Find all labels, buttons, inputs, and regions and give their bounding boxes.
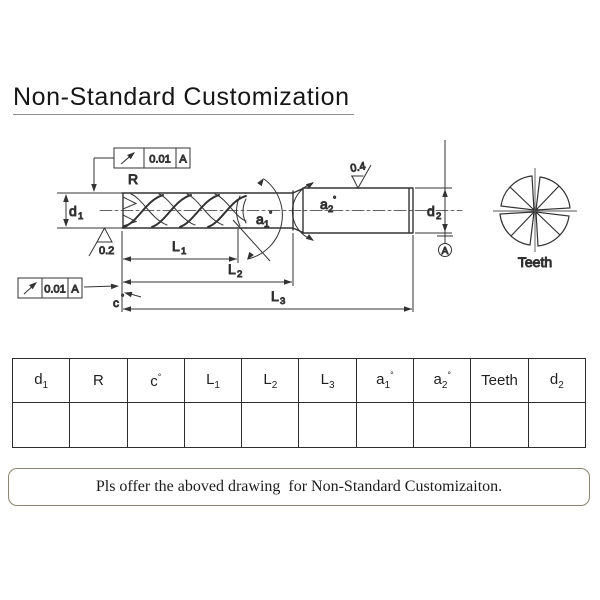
technical-drawing: [0, 125, 600, 340]
datum-a-symbol: [437, 233, 453, 257]
L3-label: L: [271, 288, 279, 304]
svg-text:2: 2: [237, 269, 243, 280]
page-title: Non-Standard Customization: [13, 84, 354, 115]
table-header-cell: $L_3$: [299, 359, 356, 403]
dimensions: [57, 140, 453, 312]
table-data-cell: [471, 403, 528, 448]
dimension-L1: [123, 238, 237, 262]
surface-finish-icon-face: [89, 228, 114, 257]
table-header-cell: R: [70, 359, 127, 403]
circular-runout-icon: [121, 150, 137, 164]
table-data-cell: [414, 403, 471, 448]
dimension-L2: [123, 261, 292, 285]
table-header-cell: $L_2$: [242, 359, 299, 403]
table-header-cell: $a_1^\circ$: [356, 359, 413, 403]
chamfer-callout: [84, 283, 141, 310]
teeth-view-label: Teeth: [517, 254, 553, 270]
a1-label: a: [256, 211, 264, 227]
surface-finish-icon-shank: [349, 160, 371, 188]
table-data-cell: [13, 403, 70, 448]
d1-label: d: [69, 203, 77, 219]
spec-table-header-row: [13, 359, 586, 403]
svg-text:2: 2: [436, 211, 442, 222]
circular-runout-icon: [24, 280, 39, 294]
spec-table: [12, 358, 586, 448]
table-header-cell: Teeth: [471, 359, 528, 403]
table-header-cell: $a_2^\circ$: [414, 359, 471, 403]
fcf-front-tolerance: 0.01: [44, 283, 66, 296]
angle-callouts: [233, 176, 336, 261]
c-label: c: [113, 296, 119, 310]
svg-text:1: 1: [181, 246, 187, 257]
fcf-front-datum: A: [71, 283, 79, 296]
datum-a-label: A: [441, 245, 449, 257]
surface-value-shank: 0.4: [349, 160, 367, 175]
a2-label: a: [320, 196, 328, 212]
table-header-cell: $L_1$: [184, 359, 241, 403]
table-data-cell: [184, 403, 241, 448]
svg-text:°: °: [269, 210, 273, 219]
table-data-cell: [70, 403, 127, 448]
table-data-cell: [299, 403, 356, 448]
helix-flutes: [124, 195, 246, 227]
surface-value-face: 0.2: [99, 245, 115, 257]
note-box: [8, 468, 590, 506]
dimension-d2: [415, 140, 452, 233]
fcf-front: [18, 278, 82, 298]
table-header-cell: $d_2$: [528, 359, 585, 403]
fcf-top-tolerance: 0.01: [149, 153, 171, 166]
svg-text:2: 2: [328, 204, 334, 215]
svg-text:°: °: [121, 293, 125, 302]
spec-table-data-row: [13, 403, 586, 448]
table-data-cell: [127, 403, 184, 448]
table-data-cell: [528, 403, 585, 448]
fcf-top: [91, 148, 190, 192]
table-data-cell: [242, 403, 299, 448]
svg-text:3: 3: [280, 296, 286, 307]
corner-radius-label: R: [127, 171, 139, 187]
table-header-cell: c°: [127, 359, 184, 403]
svg-text:1: 1: [78, 211, 84, 222]
d2-label: d: [427, 203, 435, 219]
svg-text:1: 1: [264, 219, 270, 230]
L2-label: L: [228, 261, 236, 277]
fcf-top-datum: A: [179, 153, 187, 166]
svg-text:°: °: [333, 195, 337, 204]
L1-label: L: [172, 238, 180, 254]
note-text: Pls offer the aboved drawing for Non-Standard Customizaiton.: [95, 478, 503, 495]
table-data-cell: [356, 403, 413, 448]
teeth-end-view: [493, 168, 577, 270]
dimension-L3: [123, 288, 412, 312]
table-header-cell: $d_1$: [13, 359, 70, 403]
